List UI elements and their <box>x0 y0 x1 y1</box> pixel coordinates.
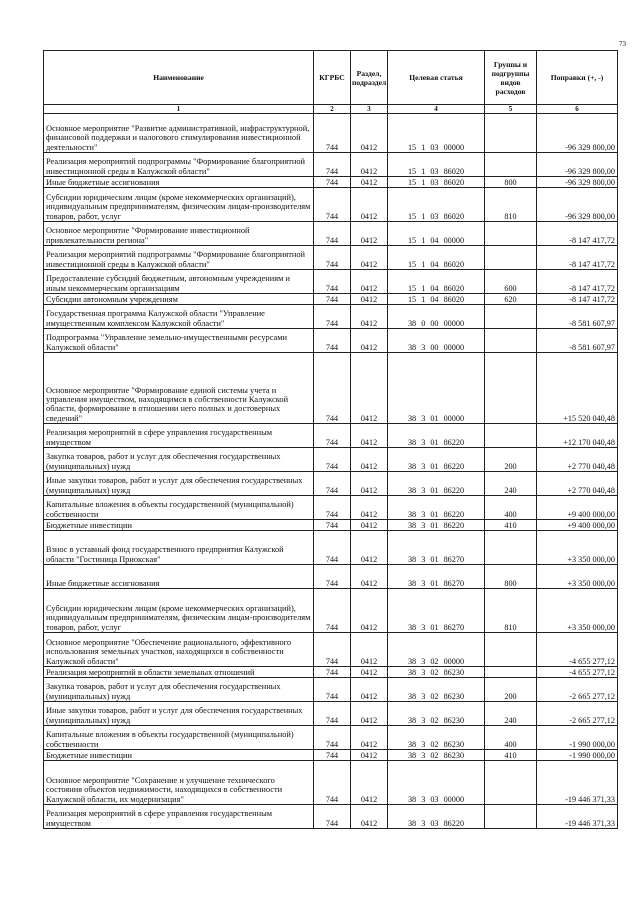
row-target-article: 15 1 04 86020 <box>388 246 485 270</box>
row-expense-group <box>485 667 537 678</box>
row-kgrbs: 744 <box>314 531 351 565</box>
row-section: 0412 <box>351 188 388 222</box>
column-number: 3 <box>351 105 388 114</box>
row-name: Реализация мероприятий подпрограммы "Формирование благоприятной инвестиционной среды в Калужской области" <box>44 246 314 270</box>
row-section: 0412 <box>351 761 388 805</box>
row-kgrbs: 744 <box>314 188 351 222</box>
row-kgrbs: 744 <box>314 726 351 750</box>
row-section: 0412 <box>351 702 388 726</box>
row-amendment-amount: +9 400 000,00 <box>537 496 618 520</box>
row-amendment-amount: -4 655 277,12 <box>537 633 618 667</box>
row-kgrbs: 744 <box>314 114 351 153</box>
row-section: 0412 <box>351 114 388 153</box>
table-row <box>44 761 618 805</box>
row-kgrbs: 744 <box>314 565 351 589</box>
table-row <box>44 520 618 531</box>
row-kgrbs: 744 <box>314 667 351 678</box>
row-section: 0412 <box>351 531 388 565</box>
row-kgrbs: 744 <box>314 805 351 829</box>
row-expense-group: 400 <box>485 496 537 520</box>
table-row <box>44 305 618 329</box>
row-name: Реализация мероприятий в сфере управления государственным имуществом <box>44 805 314 829</box>
row-kgrbs: 744 <box>314 589 351 633</box>
row-kgrbs: 744 <box>314 305 351 329</box>
row-kgrbs: 744 <box>314 702 351 726</box>
table-row <box>44 805 618 829</box>
row-expense-group: 400 <box>485 726 537 750</box>
row-kgrbs: 744 <box>314 520 351 531</box>
row-expense-group <box>485 305 537 329</box>
row-expense-group <box>485 329 537 353</box>
row-amendment-amount: -8 147 417,72 <box>537 294 618 305</box>
table-row <box>44 270 618 294</box>
row-target-article: 38 3 01 00000 <box>388 353 485 424</box>
row-expense-group <box>485 424 537 448</box>
row-amendment-amount: -8 147 417,72 <box>537 246 618 270</box>
row-expense-group: 810 <box>485 589 537 633</box>
row-name: Реализация мероприятий в сфере управления государственным имуществом <box>44 424 314 448</box>
row-target-article: 38 3 01 86220 <box>388 448 485 472</box>
row-kgrbs: 744 <box>314 153 351 177</box>
row-kgrbs: 744 <box>314 222 351 246</box>
row-target-article: 15 1 03 86020 <box>388 177 485 188</box>
table-row <box>44 353 618 424</box>
row-kgrbs: 744 <box>314 270 351 294</box>
row-target-article: 38 3 01 86220 <box>388 520 485 531</box>
row-section: 0412 <box>351 678 388 702</box>
row-target-article: 15 1 04 86020 <box>388 294 485 305</box>
row-expense-group <box>485 114 537 153</box>
row-expense-group: 800 <box>485 177 537 188</box>
row-target-article: 38 3 02 86230 <box>388 678 485 702</box>
row-expense-group: 800 <box>485 565 537 589</box>
row-section: 0412 <box>351 805 388 829</box>
table-row <box>44 589 618 633</box>
table-row <box>44 188 618 222</box>
row-amendment-amount: -96 329 800,00 <box>537 177 618 188</box>
row-name: Субсидии автономным учреждениям <box>44 294 314 305</box>
row-amendment-amount: -8 147 417,72 <box>537 270 618 294</box>
table-row <box>44 702 618 726</box>
row-amendment-amount: +3 350 000,00 <box>537 531 618 565</box>
row-target-article: 15 1 03 86020 <box>388 188 485 222</box>
row-expense-group: 810 <box>485 188 537 222</box>
column-number-row <box>44 105 618 114</box>
table-header-row <box>44 51 618 105</box>
row-name: Бюджетные инвестиции <box>44 750 314 761</box>
row-target-article: 38 3 00 00000 <box>388 329 485 353</box>
table-row <box>44 329 618 353</box>
table-row <box>44 153 618 177</box>
row-name: Основное мероприятие "Развитие административной, инфраструктурной, финансовой поддержки и налогового стимулирования инвестиционной деятельности" <box>44 114 314 153</box>
row-expense-group <box>485 153 537 177</box>
row-amendment-amount: -8 581 607,97 <box>537 305 618 329</box>
row-target-article: 38 3 02 86230 <box>388 750 485 761</box>
row-kgrbs: 744 <box>314 761 351 805</box>
row-target-article: 38 3 01 86270 <box>388 531 485 565</box>
row-section: 0412 <box>351 177 388 188</box>
row-amendment-amount: -19 446 371,33 <box>537 805 618 829</box>
row-target-article: 38 3 02 00000 <box>388 633 485 667</box>
table-row <box>44 531 618 565</box>
row-name: Предоставление субсидий бюджетным, автономным учреждениям и иным некоммерческим организациям <box>44 270 314 294</box>
row-section: 0412 <box>351 633 388 667</box>
row-kgrbs: 744 <box>314 633 351 667</box>
row-target-article: 38 3 03 86220 <box>388 805 485 829</box>
row-name: Капитальные вложения в объекты государственной (муниципальной) собственности <box>44 726 314 750</box>
row-name: Иные бюджетные ассигнования <box>44 177 314 188</box>
row-amendment-amount: -2 665 277,12 <box>537 678 618 702</box>
row-name: Капитальные вложения в объекты государственной (муниципальной) собственности <box>44 496 314 520</box>
row-kgrbs: 744 <box>314 353 351 424</box>
page-number: 73 <box>619 40 626 48</box>
table-row <box>44 750 618 761</box>
row-name: Основное мероприятие "Формирование единой системы учета и управления имуществом, находящимся в собственности Калужской области, формирование в отношении него полных и достоверных сведений" <box>44 353 314 424</box>
row-amendment-amount: -96 329 800,00 <box>537 114 618 153</box>
row-section: 0412 <box>351 667 388 678</box>
row-amendment-amount: +15 520 040,48 <box>537 353 618 424</box>
row-expense-group: 620 <box>485 294 537 305</box>
row-kgrbs: 744 <box>314 496 351 520</box>
table-row <box>44 678 618 702</box>
table-body <box>44 114 618 829</box>
row-amendment-amount: +12 170 040,48 <box>537 424 618 448</box>
row-expense-group <box>485 805 537 829</box>
row-amendment-amount: -96 329 800,00 <box>537 153 618 177</box>
header-kgrbs: КГРБС <box>314 51 351 105</box>
row-target-article: 38 3 01 86220 <box>388 472 485 496</box>
row-section: 0412 <box>351 246 388 270</box>
budget-amendments-table <box>43 50 618 829</box>
row-section: 0412 <box>351 520 388 531</box>
table-row <box>44 424 618 448</box>
row-name: Иные бюджетные ассигнования <box>44 565 314 589</box>
row-target-article: 38 3 01 86220 <box>388 496 485 520</box>
row-name: Основное мероприятие "Обеспечение рационального, эффективного использования земельных участков, находящихся в собственности Калужской области" <box>44 633 314 667</box>
row-section: 0412 <box>351 222 388 246</box>
row-target-article: 15 1 03 00000 <box>388 114 485 153</box>
header-groups: Группы и подгруппы видов расходов <box>485 51 537 105</box>
row-target-article: 38 3 03 00000 <box>388 761 485 805</box>
row-name: Закупка товаров, работ и услуг для обеспечения государственных (муниципальных) нужд <box>44 678 314 702</box>
row-target-article: 38 0 00 00000 <box>388 305 485 329</box>
row-section: 0412 <box>351 353 388 424</box>
table-row <box>44 667 618 678</box>
row-expense-group: 410 <box>485 750 537 761</box>
row-amendment-amount: -2 665 277,12 <box>537 702 618 726</box>
row-name: Иные закупки товаров, работ и услуг для обеспечения государственных (муниципальных) нужд <box>44 472 314 496</box>
row-kgrbs: 744 <box>314 472 351 496</box>
row-section: 0412 <box>351 726 388 750</box>
row-section: 0412 <box>351 294 388 305</box>
table-row <box>44 246 618 270</box>
row-expense-group: 600 <box>485 270 537 294</box>
row-kgrbs: 744 <box>314 246 351 270</box>
row-section: 0412 <box>351 424 388 448</box>
row-section: 0412 <box>351 153 388 177</box>
header-amendments: Поправки (+, -) <box>537 51 618 105</box>
header-section: Раздел, подраздел <box>351 51 388 105</box>
row-expense-group: 410 <box>485 520 537 531</box>
header-name: Наименование <box>44 51 314 105</box>
row-kgrbs: 744 <box>314 294 351 305</box>
row-amendment-amount: -8 581 607,97 <box>537 329 618 353</box>
table-row <box>44 448 618 472</box>
column-number: 4 <box>388 105 485 114</box>
row-name: Подпрограмма "Управление земельно-имущественными ресурсами Калужской области" <box>44 329 314 353</box>
row-name: Субсидии юридическим лицам (кроме некоммерческих организаций), индивидуальным предпринимателям, физическим лицам-производителям товаров, работ, услуг <box>44 589 314 633</box>
row-amendment-amount: -19 446 371,33 <box>537 761 618 805</box>
row-target-article: 15 1 04 00000 <box>388 222 485 246</box>
row-amendment-amount: -4 655 277,12 <box>537 667 618 678</box>
row-section: 0412 <box>351 589 388 633</box>
row-amendment-amount: +2 770 040,48 <box>537 472 618 496</box>
row-name: Государственная программа Калужской области "Управление имущественным комплексом Калужской области" <box>44 305 314 329</box>
table-row <box>44 222 618 246</box>
row-target-article: 38 3 01 86270 <box>388 565 485 589</box>
row-section: 0412 <box>351 496 388 520</box>
column-number: 1 <box>44 105 314 114</box>
row-amendment-amount: +3 350 000,00 <box>537 589 618 633</box>
header-article: Целевая статья <box>388 51 485 105</box>
row-expense-group: 200 <box>485 448 537 472</box>
row-kgrbs: 744 <box>314 678 351 702</box>
table-row <box>44 565 618 589</box>
row-expense-group <box>485 761 537 805</box>
row-name: Реализация мероприятий в области земельных отношений <box>44 667 314 678</box>
table-row <box>44 114 618 153</box>
row-section: 0412 <box>351 565 388 589</box>
row-expense-group <box>485 246 537 270</box>
row-amendment-amount: +2 770 040,48 <box>537 448 618 472</box>
row-section: 0412 <box>351 270 388 294</box>
row-name: Иные закупки товаров, работ и услуг для обеспечения государственных (муниципальных) нужд <box>44 702 314 726</box>
row-section: 0412 <box>351 750 388 761</box>
row-kgrbs: 744 <box>314 424 351 448</box>
row-expense-group: 240 <box>485 702 537 726</box>
table-row <box>44 496 618 520</box>
row-expense-group <box>485 353 537 424</box>
row-amendment-amount: -96 329 800,00 <box>537 188 618 222</box>
row-amendment-amount: -1 990 000,00 <box>537 726 618 750</box>
row-name: Бюджетные инвестиции <box>44 520 314 531</box>
row-kgrbs: 744 <box>314 750 351 761</box>
row-name: Взнос в уставный фонд государственного предприятия Калужской области "Гостиница Приокская" <box>44 531 314 565</box>
table-row <box>44 633 618 667</box>
row-name: Основное мероприятие "Сохранение и улучшение технического состояния объектов недвижимости, находящихся в собственности Калужской области, их модернизация" <box>44 761 314 805</box>
row-target-article: 38 3 02 86230 <box>388 726 485 750</box>
row-section: 0412 <box>351 448 388 472</box>
row-kgrbs: 744 <box>314 448 351 472</box>
row-target-article: 38 3 01 86220 <box>388 424 485 448</box>
row-name: Субсидии юридическим лицам (кроме некоммерческих организаций), индивидуальным предпринимателям, физическим лицам-производителям товаров, работ, услуг <box>44 188 314 222</box>
column-number: 6 <box>537 105 618 114</box>
row-amendment-amount: +3 350 000,00 <box>537 565 618 589</box>
row-target-article: 38 3 02 86230 <box>388 667 485 678</box>
row-section: 0412 <box>351 472 388 496</box>
row-expense-group <box>485 222 537 246</box>
row-expense-group <box>485 633 537 667</box>
row-name: Закупка товаров, работ и услуг для обеспечения государственных (муниципальных) нужд <box>44 448 314 472</box>
row-expense-group: 200 <box>485 678 537 702</box>
table-row <box>44 294 618 305</box>
column-number: 5 <box>485 105 537 114</box>
row-target-article: 15 1 03 86020 <box>388 153 485 177</box>
row-name: Реализация мероприятий подпрограммы "Формирование благоприятной инвестиционной среды в Калужской области" <box>44 153 314 177</box>
table-row <box>44 472 618 496</box>
row-target-article: 38 3 01 86270 <box>388 589 485 633</box>
row-section: 0412 <box>351 305 388 329</box>
row-kgrbs: 744 <box>314 329 351 353</box>
row-section: 0412 <box>351 329 388 353</box>
row-expense-group: 240 <box>485 472 537 496</box>
row-target-article: 38 3 02 86230 <box>388 702 485 726</box>
row-target-article: 15 1 04 86020 <box>388 270 485 294</box>
row-kgrbs: 744 <box>314 177 351 188</box>
column-number: 2 <box>314 105 351 114</box>
row-expense-group <box>485 531 537 565</box>
row-amendment-amount: -1 990 000,00 <box>537 750 618 761</box>
row-amendment-amount: -8 147 417,72 <box>537 222 618 246</box>
table-row <box>44 726 618 750</box>
row-name: Основное мероприятие "Формирование инвестиционной привлекательности региона" <box>44 222 314 246</box>
table-row <box>44 177 618 188</box>
row-amendment-amount: +9 400 000,00 <box>537 520 618 531</box>
